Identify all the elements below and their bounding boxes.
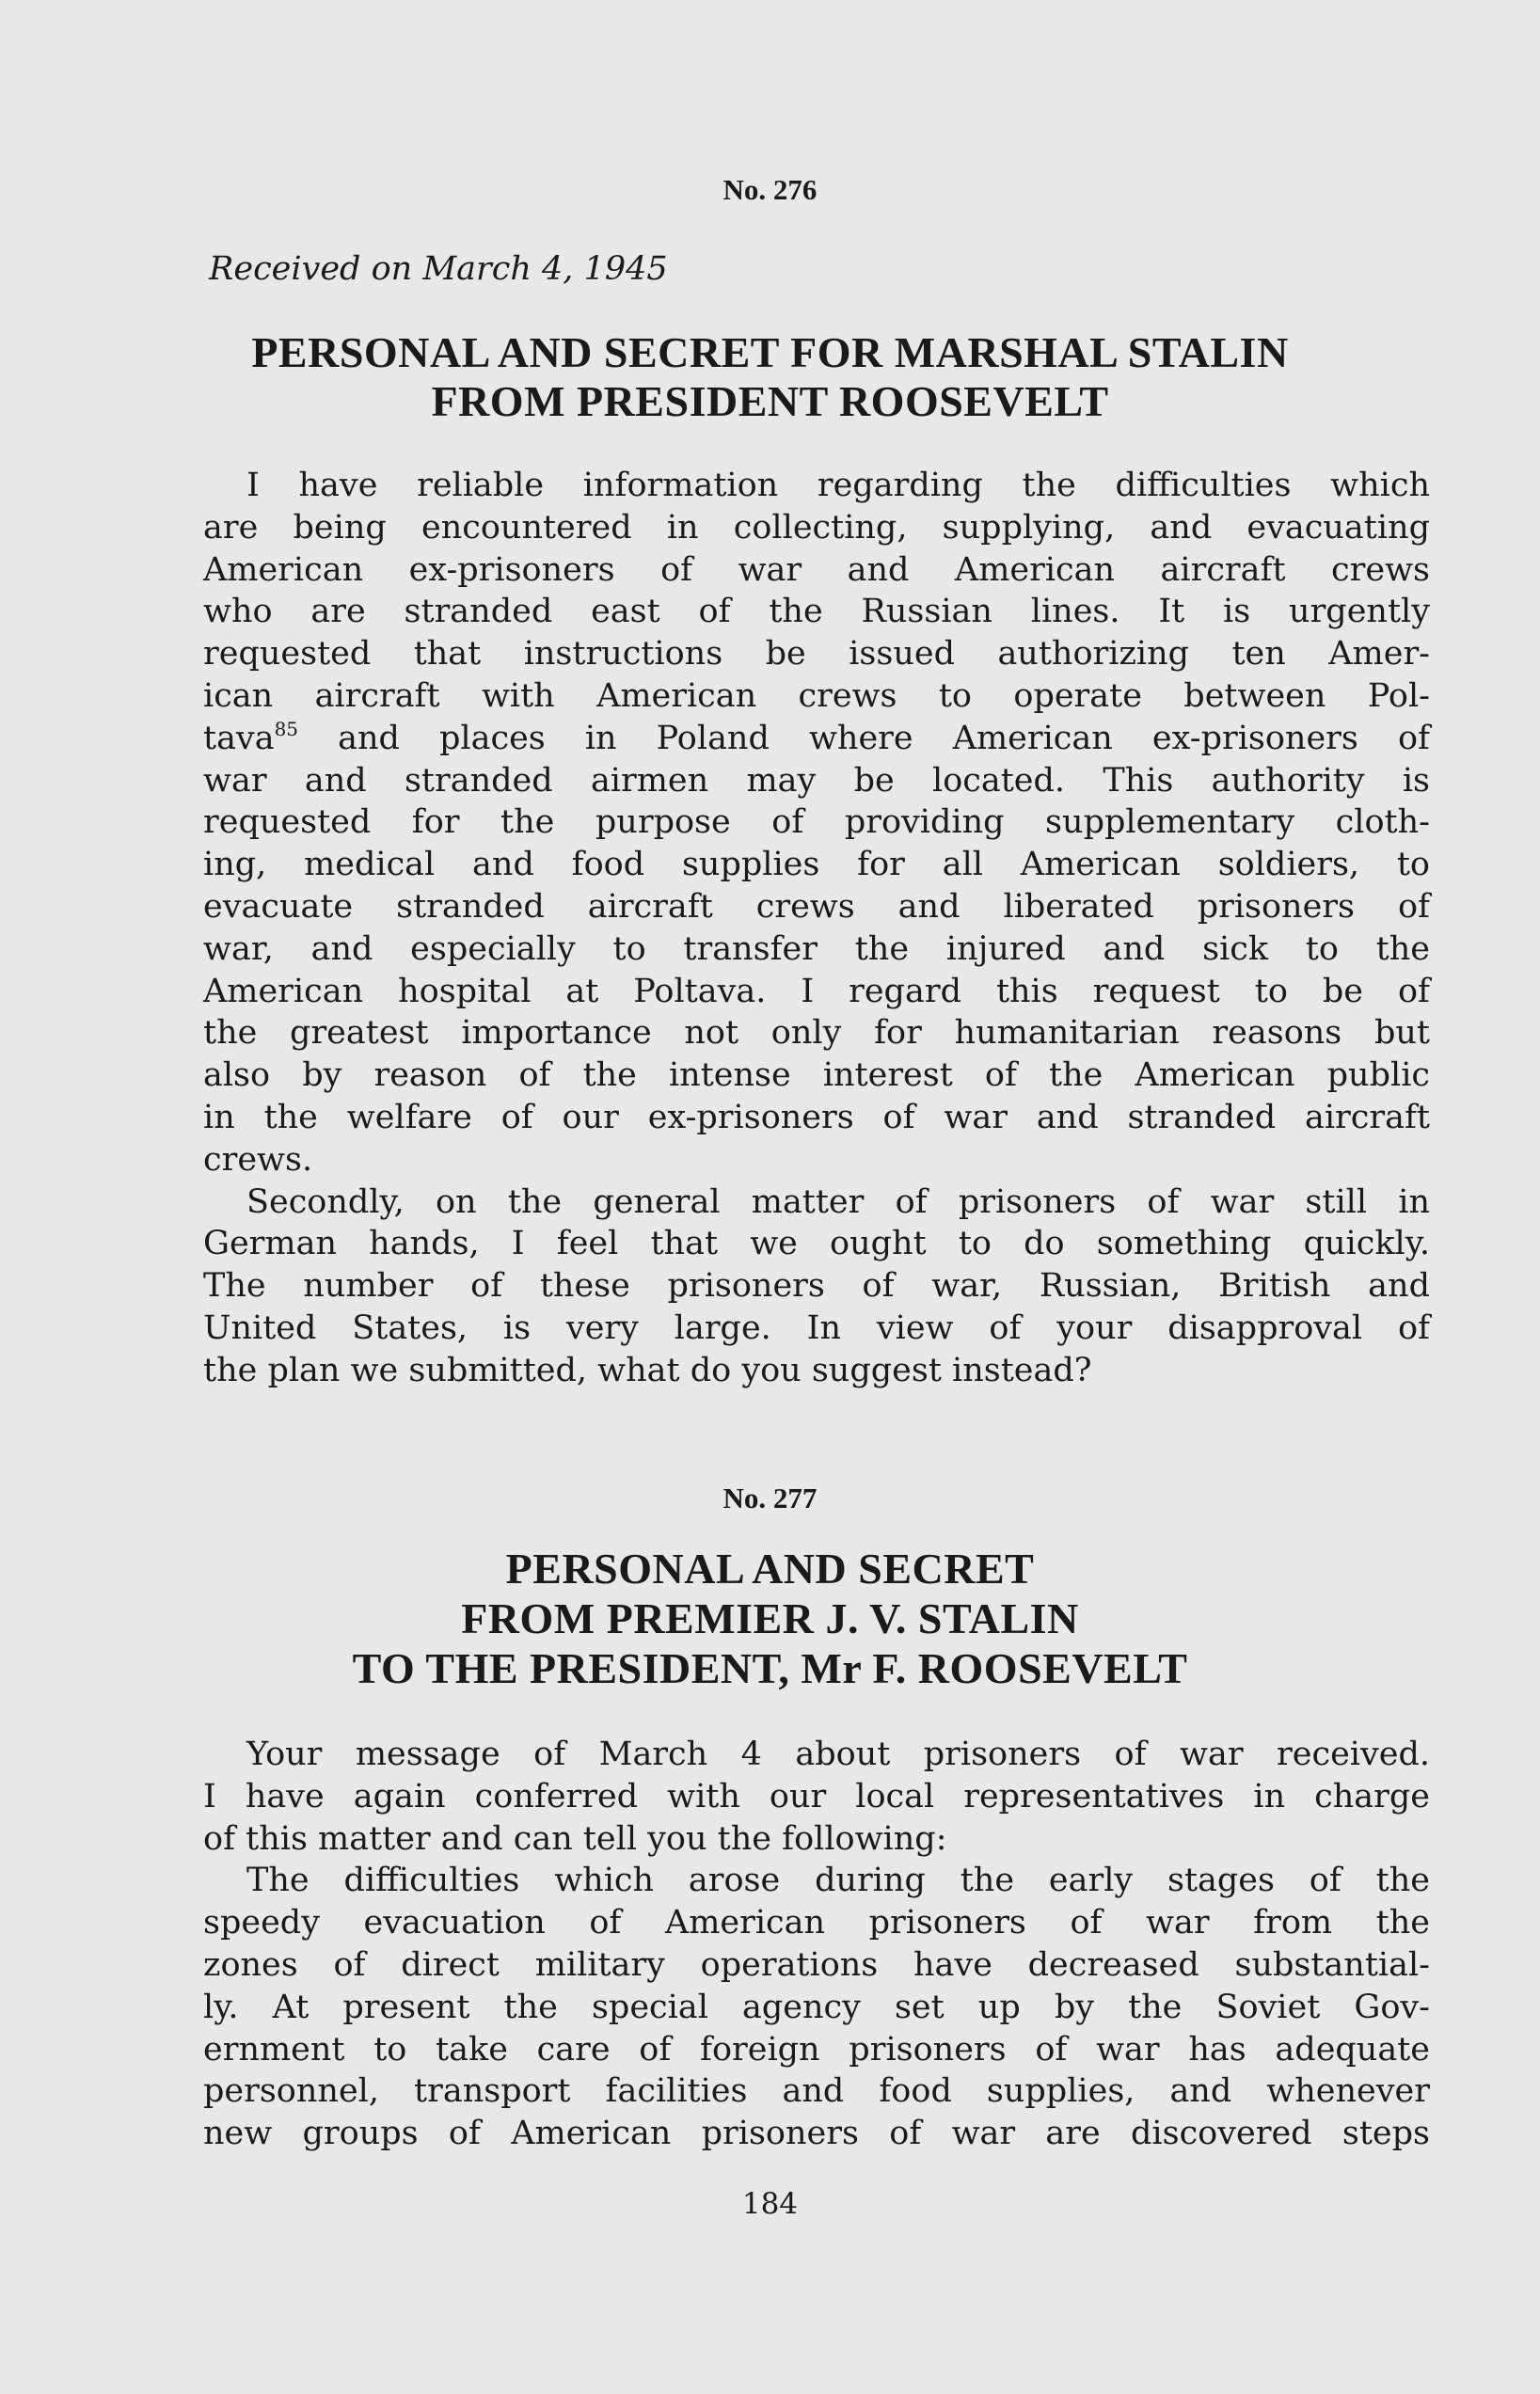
text-line: war and stranded airmen may be located. This authority is — [203, 761, 1430, 800]
paragraph — [203, 465, 1430, 1181]
text-line: also by reason of the intense interest of the American public — [203, 1056, 1430, 1095]
heading-line: PERSONAL AND SECRET — [505, 1545, 1035, 1593]
heading-line: PERSONAL AND SECRET FOR MARSHAL STALIN — [251, 328, 1289, 376]
text-line: American hospital at Poltava. I regard this request to be of — [203, 972, 1430, 1010]
received-date: Received on March 4, 1945 — [209, 250, 668, 288]
text-line: who are stranded east of the Russian lines. It is urgently — [203, 593, 1430, 631]
text-line: personnel, transport facilities and food supplies, and whenever — [203, 2072, 1430, 2111]
text-line: I have again conferred with our local representatives in charge — [203, 1777, 1430, 1815]
text-line: Your message of March 4 about prisoners of war received. — [246, 1736, 1430, 1773]
text-line: evacuate stranded aircraft crews and liberated prisoners of — [203, 887, 1430, 926]
line-text: tava — [203, 719, 275, 757]
message-body — [203, 465, 1430, 1392]
heading-line: FROM PREMIER J. V. STALIN — [461, 1594, 1079, 1642]
message-body — [203, 1734, 1430, 2155]
text-line: crews. — [203, 1140, 313, 1179]
text-line: American ex-prisoners of war and American aircraft crews — [203, 550, 1430, 589]
text-line: ernment to take care of foreign prisoners of war has adequate — [203, 2030, 1430, 2069]
text-line: speedy evacuation of American prisoners of war from the — [203, 1904, 1430, 1942]
document-number: No. 276 — [722, 173, 818, 206]
heading-line: FROM PRESIDENT ROOSEVELT — [431, 377, 1109, 425]
text-line: I have reliable information regarding the difficulties which — [246, 467, 1430, 504]
text-line: of this matter and can tell you the following: — [203, 1819, 947, 1858]
text-line: new groups of American prisoners of war are discovered steps — [203, 2115, 1430, 2153]
paragraph — [203, 1860, 1430, 2155]
document-heading — [0, 1544, 1540, 1693]
text-line: The number of these prisoners of war, Russian, British and — [203, 1267, 1430, 1306]
text-line: war, and especially to transfer the injured and sick to the — [203, 929, 1430, 968]
line-text: and places in Poland where American ex-prisoners of — [298, 719, 1430, 757]
heading-line: TO THE PRESIDENT, Mr F. ROOSEVELT — [352, 1644, 1188, 1692]
paragraph — [203, 1734, 1430, 1860]
text-line: ly. At present the special agency set up by the Soviet Gov- — [203, 1988, 1430, 2026]
text-line: in the welfare of our ex-prisoners of war and stranded aircraft — [203, 1098, 1430, 1136]
text-line: the greatest importance not only for humanitarian reasons but — [203, 1014, 1430, 1053]
text-line — [203, 718, 1430, 760]
text-line: are being encountered in collecting, supplying, and evacuating — [203, 508, 1430, 547]
text-line: United States, is very large. In view of your disapproval of — [203, 1308, 1430, 1347]
footnote-ref: 85 — [274, 717, 299, 740]
text-line: requested for the purpose of providing supplementary cloth- — [203, 803, 1430, 842]
page-number: 184 — [741, 2187, 799, 2221]
text-line: ing, medical and food supplies for all American soldiers, to — [203, 846, 1430, 884]
text-line: German hands, I feel that we ought to do something quickly. — [203, 1225, 1430, 1263]
text-line: The difficulties which arose during the early stages of the — [246, 1862, 1430, 1900]
text-line: Secondly, on the general matter of prisoners of war still in — [246, 1182, 1430, 1221]
document-heading — [0, 328, 1540, 426]
text-line: requested that instructions be issued authorizing ten Amer- — [203, 635, 1430, 674]
text-line: the plan we submitted, what do you suggest instead? — [203, 1351, 1092, 1389]
text-line: zones of direct military operations have decreased substantial- — [203, 1945, 1430, 1984]
paragraph — [203, 1181, 1430, 1392]
document-number: No. 277 — [722, 1482, 818, 1514]
text-line: ican aircraft with American crews to operate between Pol- — [203, 676, 1430, 715]
